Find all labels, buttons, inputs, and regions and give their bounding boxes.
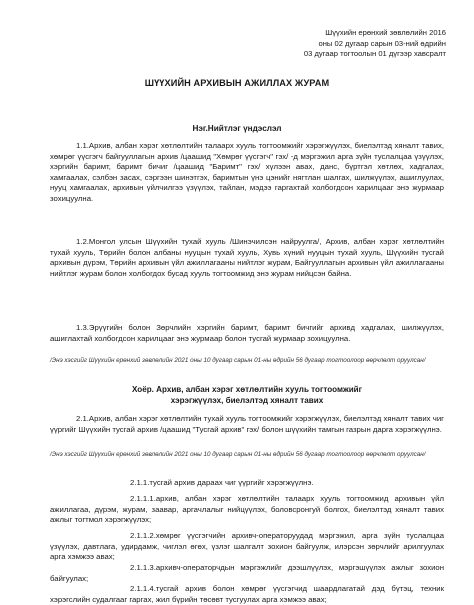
- paragraph-1-1: 1.1.Архив, албан хэрэг хөтлөлтийн талаарх хууль тогтоомжийг хэрэгжүүлэх, биелэлтэд хяналт тавих, хөмрөг үүсгэгч байгууллагын архив /цаашид "Хөмрөг үүсгэгч" гэх/ -д мэргэжил арга зүйн туслалцаа үзүүлэх, хэргийн баримт, баримт бичиг /цаашид "Баримт" гэх/ хүлээн авах, данс, бүртгэл хөтлөх, хадгалах, хамгаалах, сэлбэн засах, сэргээн шинэтгэх, баримтын үнэ цэнийг нягтлан шалгах, шилжүүлэх, ашиглуулах, нууц хамгаалах, архивын үйлчилгээ үзүүлэх, тайлан, мэдээ гаргахтай холбогдсон харилцааг энэ журмаар зохицуулна.: [50, 141, 444, 203]
- paragraph-1-3: 1.3.Эрүүгийн болон Зөрчлийн хэргийн баримт, баримт бичгийг архивд хадгалах, шилжүүлэх, ашиглахтай холбогдсон харилцааг энэ журмаар болон тусгай журмаар зохицуулна.: [50, 323, 444, 343]
- appendix-header-line: Шүүхийн ерөнхий зөвлөлийн 2016: [325, 28, 446, 37]
- paragraph-2-1-1-4: 2.1.1.4.тусгай архив болон хөмрөг үүсгэгчид шаардлагатай дэд бүтэц, техник хэрэгслийн судалгааг гаргах, жил бүрийн төсөвт тусгуулах арга хэмжээ авах;: [50, 584, 444, 604]
- section-2-heading-line: хэрэгжүүлэх, биелэлтэд хяналт тавих: [170, 396, 324, 405]
- appendix-header: [226, 28, 446, 60]
- document-title: ШҮҮХИЙН АРХИВЫН АЖИЛЛАХ ЖУРАМ: [144, 78, 330, 88]
- paragraph-2-1-1-1: 2.1.1.1.архив, албан хэрэг хөтлөлтийн талаарх хууль тогтоомжид архивын үйл ажиллагаа, дүрэм, журам, заавар, аргачлалыг нийцүүлэх, боловсронгуй болгох, биелэлтэд хяналт тавих ажлыг тогтмол хэрэгжүүлэх;: [50, 494, 444, 525]
- amendment-note: /Энэ хэсгийг Шүүхийн ерөнхий зөвлөлийн 2021 оны 10 дугаар сарын 01-ны өдрийн 56 дугаар тогтоолоор өөрчлөлт оруулсан/: [50, 451, 426, 458]
- section-1-heading: Нэг.Нийтлэг үндэслэл: [192, 124, 282, 133]
- amendment-note: /Энэ хэсгийг Шүүхийн ерөнхий зөвлөлийн 2021 оны 10 дугаар сарын 01-ны өдрийн 56 дугаар тогтоолоор өөрчлөлт оруулсан/: [50, 357, 426, 364]
- section-2-heading-line: Хоёр. Архив, албан хэрэг хөтлөлтийн хууль тогтоомжийг: [131, 385, 363, 394]
- paragraph-2-1-1-2: 2.1.1.2.хөмрөг үүсгэгчийн архивч-операторуудад мэргэжил, арга зүйн туслалцаа үзүүлэх, давтлага, удирдамж, чиглэл өгөх, үзлэг шалгалт зохион байгуулж, илэрсэн зөрчлийг арилгуулах арга хэмжээ авах;: [50, 531, 444, 562]
- paragraph-2-1-1: 2.1.1.тусгай архив дараах чиг үүргийг хэрэгжүүлнэ.: [130, 478, 314, 487]
- paragraph-1-2: 1.2.Монгол улсын Шүүхийн тухай хууль /Шинэчилсэн найруулга/, Архив, албан хэрэг хөтлөлтийн тухай хууль, Төрийн болон албаны нууцын тухай хууль, Хувь хүний нууцын тухай хууль, Шүүхийн тусгай архивын дүрэм, Төрийн архивын үйл ажиллагааны нийтлэг журам, Байгууллагын архивын үйл ажиллагааны нийтлэг журам болон холбогдох бусад хууль тогтоомжид энэ журам нийцсэн байна.: [50, 237, 444, 278]
- paragraph-2-1-1-3: 2.1.1.3.архивч-операторчдын мэргэжлийг дээшлүүлэх, мэргэшүүлэх ажлыг зохион байгуулах;: [50, 563, 444, 583]
- appendix-header-line: оны 02 дугаар сарын 03-ний өдрийн: [318, 38, 446, 48]
- paragraph-2-1: 2.1.Архив, албан хэрэг хөтлөлтийн тухай хууль тогтоомжийг хэрэгжүүлэх, биелэлтэд хяналт тавих чиг үүргийг Шүүхийн тусгай архив /цаашид "Тусгай архив" гэх/ болон шүүхийн тамгын газрын дарга хэрэгжүүлнэ.: [50, 414, 444, 434]
- section-2-heading: [50, 384, 444, 406]
- appendix-header-line: 03 дугаар тогтоолын 01 дүгээр хавсралт: [303, 49, 446, 59]
